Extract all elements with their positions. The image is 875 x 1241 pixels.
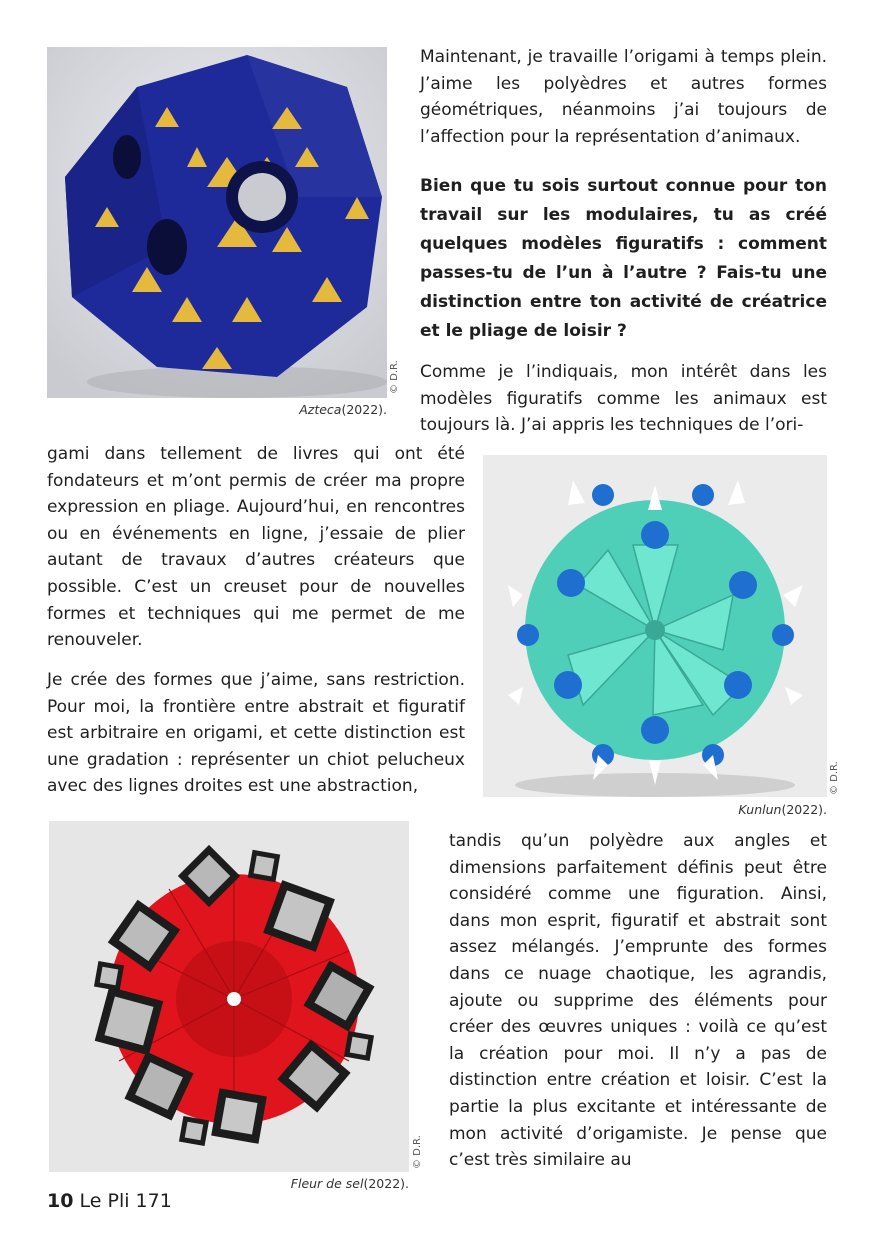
- paragraph-answer-continued: gami dans tellement de livres qui ont été fondateurs et m’ont permis de créer ma propre expression en pliage. Aujourd’hui, en rencontres ou en événements en ligne, j’essaie de plier autant de travaux d’autres créateurs que possible. C’est un creuset pour de nouvelles formes et techniques qui me permet de me renouveler.: [47, 444, 465, 651]
- azteca-credit: © D.R.: [389, 360, 400, 394]
- fleur-de-sel-model-illustration: [49, 821, 409, 1172]
- kunlun-model-illustration: [483, 455, 827, 797]
- fleur-de-sel-caption: [49, 1176, 409, 1191]
- kunlun-caption-year: (2022).: [781, 802, 827, 817]
- kunlun-photo: [483, 455, 827, 797]
- fleur-de-sel-photo: [49, 821, 409, 1172]
- page-number: 10: [47, 1190, 74, 1212]
- azteca-model-illustration: [47, 47, 387, 398]
- azteca-caption-year: (2022).: [341, 402, 387, 417]
- paragraph-polyhedron: tandis qu’un polyèdre aux angles et dimensions parfaitement définis peut être considéré comme une figuration. Ainsi, dans mon esprit, figuratif et abstrait sont assez mélangés. J’emprunte des formes dans ce nuage chaotique, les agrandis, ajoute ou supprime des éléments pour créer des œuvres uniques : voilà ce qu’est la création pour moi. Il n’y a pas de distinction entre création et loisir. C’est la partie la plus excitante et intéressante de mon activité d’origamiste. Je pense que c’est très similaire au: [449, 831, 827, 1171]
- fleur-de-sel-credit: © D.R.: [412, 1135, 423, 1169]
- azteca-caption: [47, 402, 387, 417]
- paragraph-forms: Je crée des formes que j’aime, sans restriction. Pour moi, la frontière entre abstrait et figuratif est arbitraire en origami, et cette distinction est une gradation : représenter un chiot pelucheux avec des lignes droites est une abstraction,: [47, 670, 465, 797]
- azteca-photo: [47, 47, 387, 398]
- magazine-name: Le Pli 171: [79, 1190, 172, 1212]
- kunlun-caption-title: Kunlun: [738, 802, 782, 817]
- azteca-caption-title: Azteca: [299, 402, 342, 417]
- fleur-de-sel-caption-title: Fleur de sel: [290, 1176, 364, 1191]
- fleur-de-sel-caption-year: (2022).: [363, 1176, 409, 1191]
- paragraph-answer-start: Comme je l’indiquais, mon intérêt dans les modèles figuratifs comme les animaux est toujours là. J’ai appris les techniques de l’ori-: [420, 362, 827, 436]
- kunlun-credit: © D.R.: [829, 761, 840, 795]
- interview-question: Bien que tu sois surtout connue pour ton travail sur les modulaires, tu as créé quelques modèles figuratifs : comment passes-tu de l’un à l’autre ? Fais-tu une distinction entre ton activité de créatrice et le pliage de loisir ?: [420, 176, 827, 341]
- paragraph-intro: Maintenant, je travaille l’origami à temps plein. J’aime les polyèdres et autres formes géométriques, néanmoins j’ai toujours de l’affection pour la représentation d’animaux.: [420, 47, 827, 147]
- kunlun-caption: [483, 802, 827, 817]
- page-footer: [47, 1190, 172, 1212]
